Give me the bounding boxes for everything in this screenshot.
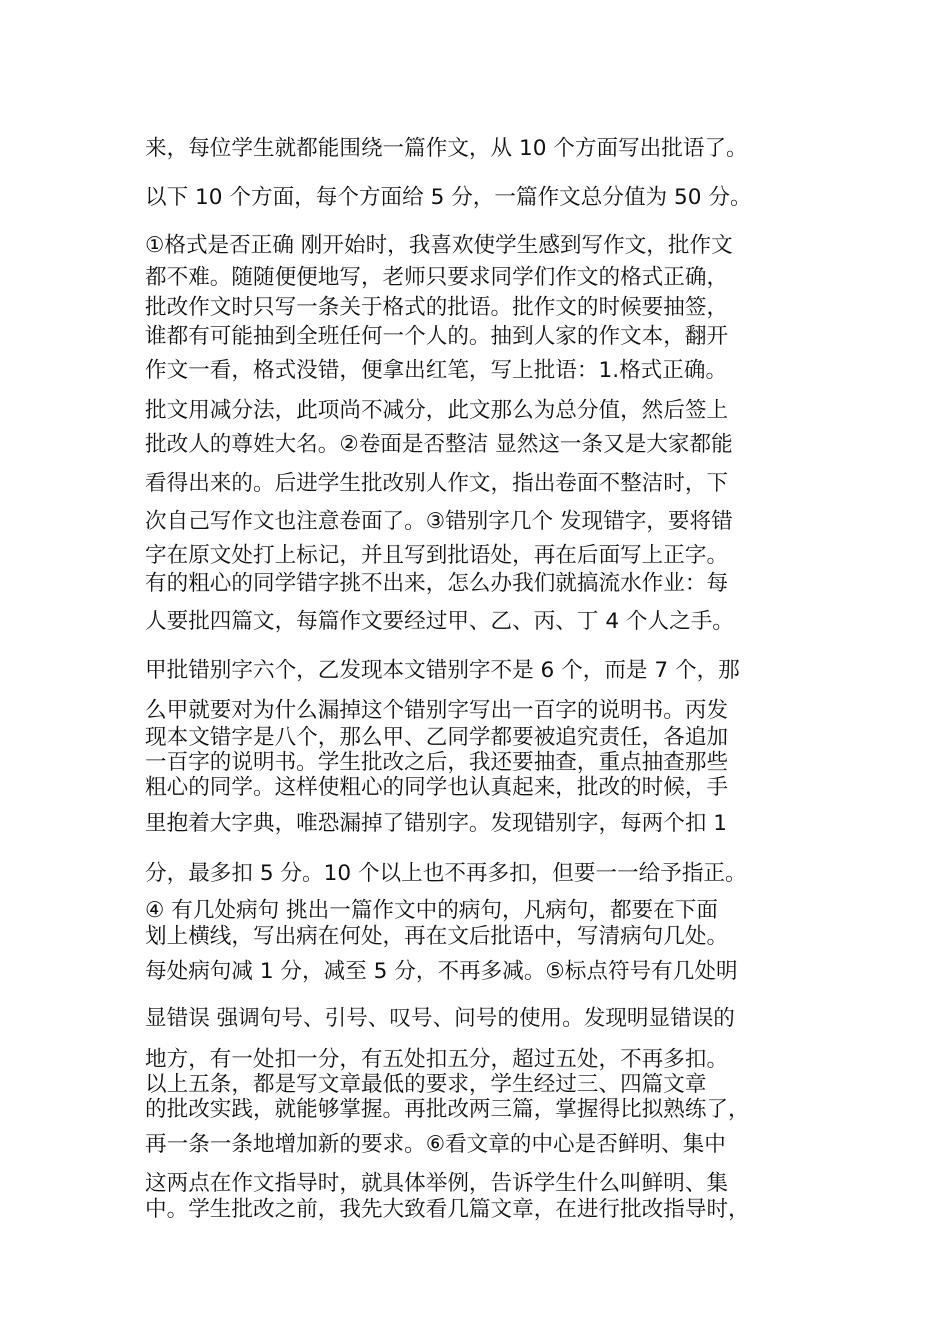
text-line-9: 批改人的尊姓大名。②卷面是否整洁 显然这一条又是大家都能 — [145, 432, 733, 457]
text-line-17: 现本文错字是八个，那么甲、乙同学都要被追究责任，各追加 — [145, 725, 729, 750]
text-line-11: 次自己写作文也注意卷面了。③错别字几个 发现错字，要将错 — [145, 509, 733, 534]
text-line-22: ④ 有几处病句 挑出一篇作文中的病句，凡病句，都要在下面 — [145, 898, 718, 923]
text-line-4: 都不难。随随便便地写，老师只要求同学们作文的格式正确， — [145, 265, 729, 290]
text-line-8: 批文用减分法，此项尚不减分，此文那么为总分值，然后签上 — [145, 398, 729, 423]
text-line-15: 甲批错别字六个，乙发现本文错别字不是 6 个，而是 7 个，那 — [145, 658, 740, 683]
text-line-28: 的批改实践，就能够掌握。再批改两三篇，掌握得比拟熟练了， — [145, 1097, 750, 1122]
text-line-18: 一百字的说明书。学生批改之后，我还要抽查，重点抽查那些 — [145, 750, 729, 775]
text-line-3: ①格式是否正确 刚开始时，我喜欢使学生感到写作文，批作文 — [145, 233, 733, 258]
text-line-25: 显错误 强调句号、引号、叹号、问号的使用。发现明显错误的 — [145, 1006, 735, 1031]
text-line-29: 再一条一条地增加新的要求。⑥看文章的中心是否鲜明、集中 — [145, 1132, 726, 1157]
text-line-10: 看得出来的。后进学生批改别人作文，指出卷面不整洁时，下 — [145, 471, 729, 496]
text-line-21: 分，最多扣 5 分。10 个以上也不再多扣，但要一一给予指正。 — [145, 861, 747, 886]
text-line-2: 以下 10 个方面，每个方面给 5 分，一篇作文总分值为 50 分。 — [145, 185, 752, 210]
text-line-14: 人要批四篇文，每篇作文要经过甲、乙、丙、丁 4 个人之手。 — [145, 609, 734, 634]
text-line-19: 粗心的同学。这样使粗心的同学也认真起来，批改的时候，手 — [145, 775, 729, 800]
text-line-7: 作文一看，格式没错，便拿出红笔，写上批语：1.格式正确。 — [145, 358, 728, 383]
text-line-5: 批改作文时只写一条关于格式的批语。批作文的时候要抽签， — [145, 295, 729, 320]
text-line-30: 这两点在作文指导时，就具体举例，告诉学生什么叫鲜明、集 — [145, 1171, 729, 1196]
text-line-26: 地方，有一处扣一分，有五处扣五分，超过五处，不再多扣。 — [145, 1047, 729, 1072]
text-line-20: 里抱着大字典，唯恐漏掉了错别字。发现错别字，每两个扣 1 — [145, 811, 728, 836]
text-line-23: 划上横线，写出病在何处，再在文后批语中，写清病句几处。 — [145, 924, 729, 949]
text-line-13: 有的粗心的同学错字挑不出来，怎么办我们就搞流水作业：每 — [145, 571, 729, 596]
text-line-24: 每处病句减 1 分，减至 5 分，不再多减。⑤标点符号有几处明 — [145, 959, 738, 984]
text-line-12: 字在原文处打上标记，并且写到批语处，再在后面写上正字。 — [145, 543, 729, 568]
text-line-16: 么甲就要对为什么漏掉这个错别字写出一百字的说明书。丙发 — [145, 698, 729, 723]
text-line-27: 以上五条，都是写文章最低的要求，学生经过三、四篇文章 — [145, 1072, 707, 1097]
text-line-6: 谁都有可能抽到全班任何一个人的。抽到人家的作文本，翻开 — [145, 324, 729, 349]
text-line-31: 中。学生批改之前，我先大致看几篇文章，在进行批改指导时， — [145, 1197, 750, 1222]
text-line-1: 来，每位学生就都能围绕一篇作文，从 10 个方面写出批语了。 — [145, 136, 748, 161]
